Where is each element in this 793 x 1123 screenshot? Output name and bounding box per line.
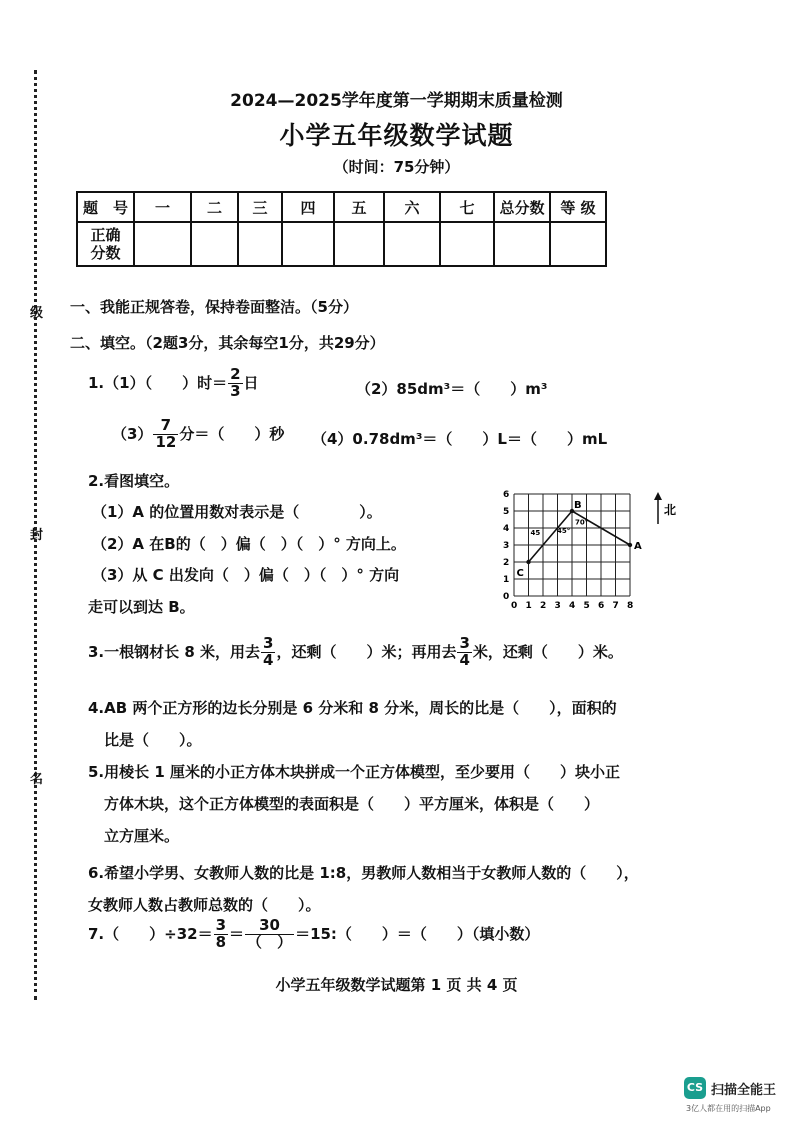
score-row-label-line1: 正确 — [90, 226, 121, 244]
exam-subject-title: 小学五年级数学试题 — [279, 121, 514, 150]
score-cell[interactable] — [191, 222, 238, 266]
score-row-label — [77, 222, 134, 266]
y-tick-label: 3 — [503, 541, 510, 551]
score-header-cell: 六 — [384, 192, 440, 222]
score-header-cell: 四 — [282, 192, 334, 222]
point-a-label: A — [634, 541, 642, 552]
q2-title: 2.看图填空。 — [88, 472, 180, 490]
x-tick-label: 8 — [627, 601, 634, 611]
score-cell[interactable] — [334, 222, 384, 266]
x-tick-label: 1 — [525, 601, 532, 611]
score-header-cell: 总分数 — [494, 192, 550, 222]
side-label-class: 级 — [30, 306, 44, 321]
q1-part2: （2）85dm³＝（ ）m³ — [356, 380, 548, 398]
q4-line1: 4.AB 两个正方形的边长分别是 6 分米和 8 分米，周长的比是（ ），面积的 — [88, 699, 617, 717]
fraction: $\frac{3}{4}$ — [263, 634, 274, 669]
side-label-name: 名 — [30, 772, 44, 787]
x-tick-label: 4 — [569, 601, 576, 611]
side-label-seal: 封 — [30, 528, 44, 543]
score-header-cell: 二 — [191, 192, 238, 222]
score-header-cell: 等 级 — [550, 192, 606, 222]
page-footer: 小学五年级数学试题第 1 页 共 4 页 — [275, 976, 518, 994]
x-tick-label: 0 — [511, 601, 518, 611]
north-arrow-head — [654, 492, 662, 500]
q6-line1: 6.希望小学男、女教师人数的比是 1:8，男教师人数相当于女教师人数的（ ）， — [88, 864, 639, 882]
score-header-cell: 三 — [238, 192, 282, 222]
fraction: $\frac{7}{12}$ — [155, 416, 177, 451]
point-c-label: C — [516, 568, 524, 579]
y-tick-label: 5 — [503, 507, 510, 517]
score-header-cell: 题 号 — [77, 192, 134, 222]
x-tick-label: 5 — [583, 601, 590, 611]
q2-line2: （2）A 在B的（ ）偏（ ）（ ）° 方向上。 — [92, 535, 406, 553]
score-row-label-line2: 分数 — [90, 244, 121, 262]
q2-line1: （1）A 的位置用数对表示是（ ）。 — [92, 503, 382, 521]
y-tick-label: 0 — [503, 592, 510, 602]
q6-line2: 女教师人数占教师总数的（ ）。 — [88, 896, 321, 914]
x-tick-label: 7 — [612, 601, 619, 611]
q1-part4: （4）0.78dm³＝（ ）L＝（ ）mL — [312, 430, 608, 448]
point-b-label: B — [574, 500, 582, 511]
q5-line3: 立方厘米。 — [104, 827, 180, 845]
exam-time: （时间：75分钟） — [333, 158, 460, 176]
score-header-cell: 五 — [334, 192, 384, 222]
q3-text: 3.一根钢材长 8 米，用去 $\frac{3}{4}$ ，还剩（ ）米；再用去 $\frac{3}{4}$ 米，还剩（ ）米。 — [88, 634, 623, 669]
angle-b2-label: 70° — [575, 518, 589, 527]
y-tick-label: 6 — [503, 490, 510, 500]
section-one: 一、我能正规答卷，保持卷面整洁。（5分） — [70, 298, 358, 316]
score-cell[interactable] — [440, 222, 494, 266]
point-a — [628, 543, 632, 547]
score-cell[interactable] — [134, 222, 191, 266]
q2-line3: （3）从 C 出发向（ ）偏（ ）（ ）° 方向 — [92, 566, 400, 584]
score-header-cell: 七 — [440, 192, 494, 222]
section-two: 二、填空。（2题3分，其余每空1分，共29分） — [70, 334, 385, 352]
fraction: $\frac{3}{4}$ — [459, 634, 470, 669]
score-cell[interactable] — [238, 222, 282, 266]
q2-line4: 走可以到达 B。 — [88, 598, 195, 616]
y-tick-label: 1 — [503, 575, 510, 585]
camscanner-logo-icon: CS — [684, 1077, 706, 1099]
x-tick-label: 3 — [554, 601, 561, 611]
watermark-slogan: 3亿人都在用的扫描App — [686, 1104, 771, 1113]
angle-c-label: 45 — [530, 528, 541, 537]
exam-term-title: 2024—2025学年度第一学期期末质量检测 — [230, 91, 563, 111]
point-c — [526, 560, 530, 564]
y-tick-label: 4 — [503, 524, 510, 534]
coordinate-grid — [494, 484, 694, 614]
q1-part1: 1.（1）（ ）时＝ $\frac{2}{3}$ 日 — [88, 365, 259, 400]
angle-b1-label: 45° — [557, 527, 571, 536]
grid-labels — [517, 500, 643, 579]
score-cell[interactable] — [282, 222, 334, 266]
north-label: 北 — [664, 503, 677, 517]
fraction: $\frac{3}{8}$ — [215, 916, 227, 951]
score-header-cell: 一 — [134, 192, 191, 222]
fraction: $\frac{30}{( )}$ — [247, 916, 293, 951]
fraction: $\frac{2}{3}$ — [230, 365, 241, 400]
watermark-name: 扫描全能王 — [711, 1083, 777, 1098]
score-cell[interactable] — [494, 222, 550, 266]
q5-line2: 方体木块，这个正方体模型的表面积是（ ）平方厘米，体积是（ ） — [104, 795, 600, 813]
x-tick-label: 2 — [540, 601, 547, 611]
q4-line2: 比是（ ）。 — [104, 731, 202, 749]
q5-line1: 5.用棱长 1 厘米的小正方体木块拼成一个正方体模型，至少要用（ ）块小正 — [88, 763, 621, 781]
y-tick-label: 2 — [503, 558, 510, 568]
grid-y-ticks — [503, 490, 509, 602]
grid-path — [526, 509, 632, 564]
x-tick-label: 6 — [598, 601, 605, 611]
q7-text: 7.（ ）÷32＝ $\frac{3}{8}$ ＝ $\frac{30}{( )}$ ＝15:（ ）＝（ ）（填小数） — [88, 916, 540, 951]
score-cell[interactable] — [550, 222, 606, 266]
score-table — [76, 191, 607, 267]
grid-x-ticks — [511, 601, 633, 611]
score-cell[interactable] — [384, 222, 440, 266]
q1-part3: （3） $\frac{7}{12}$ 分＝（ ）秒 — [112, 416, 285, 451]
